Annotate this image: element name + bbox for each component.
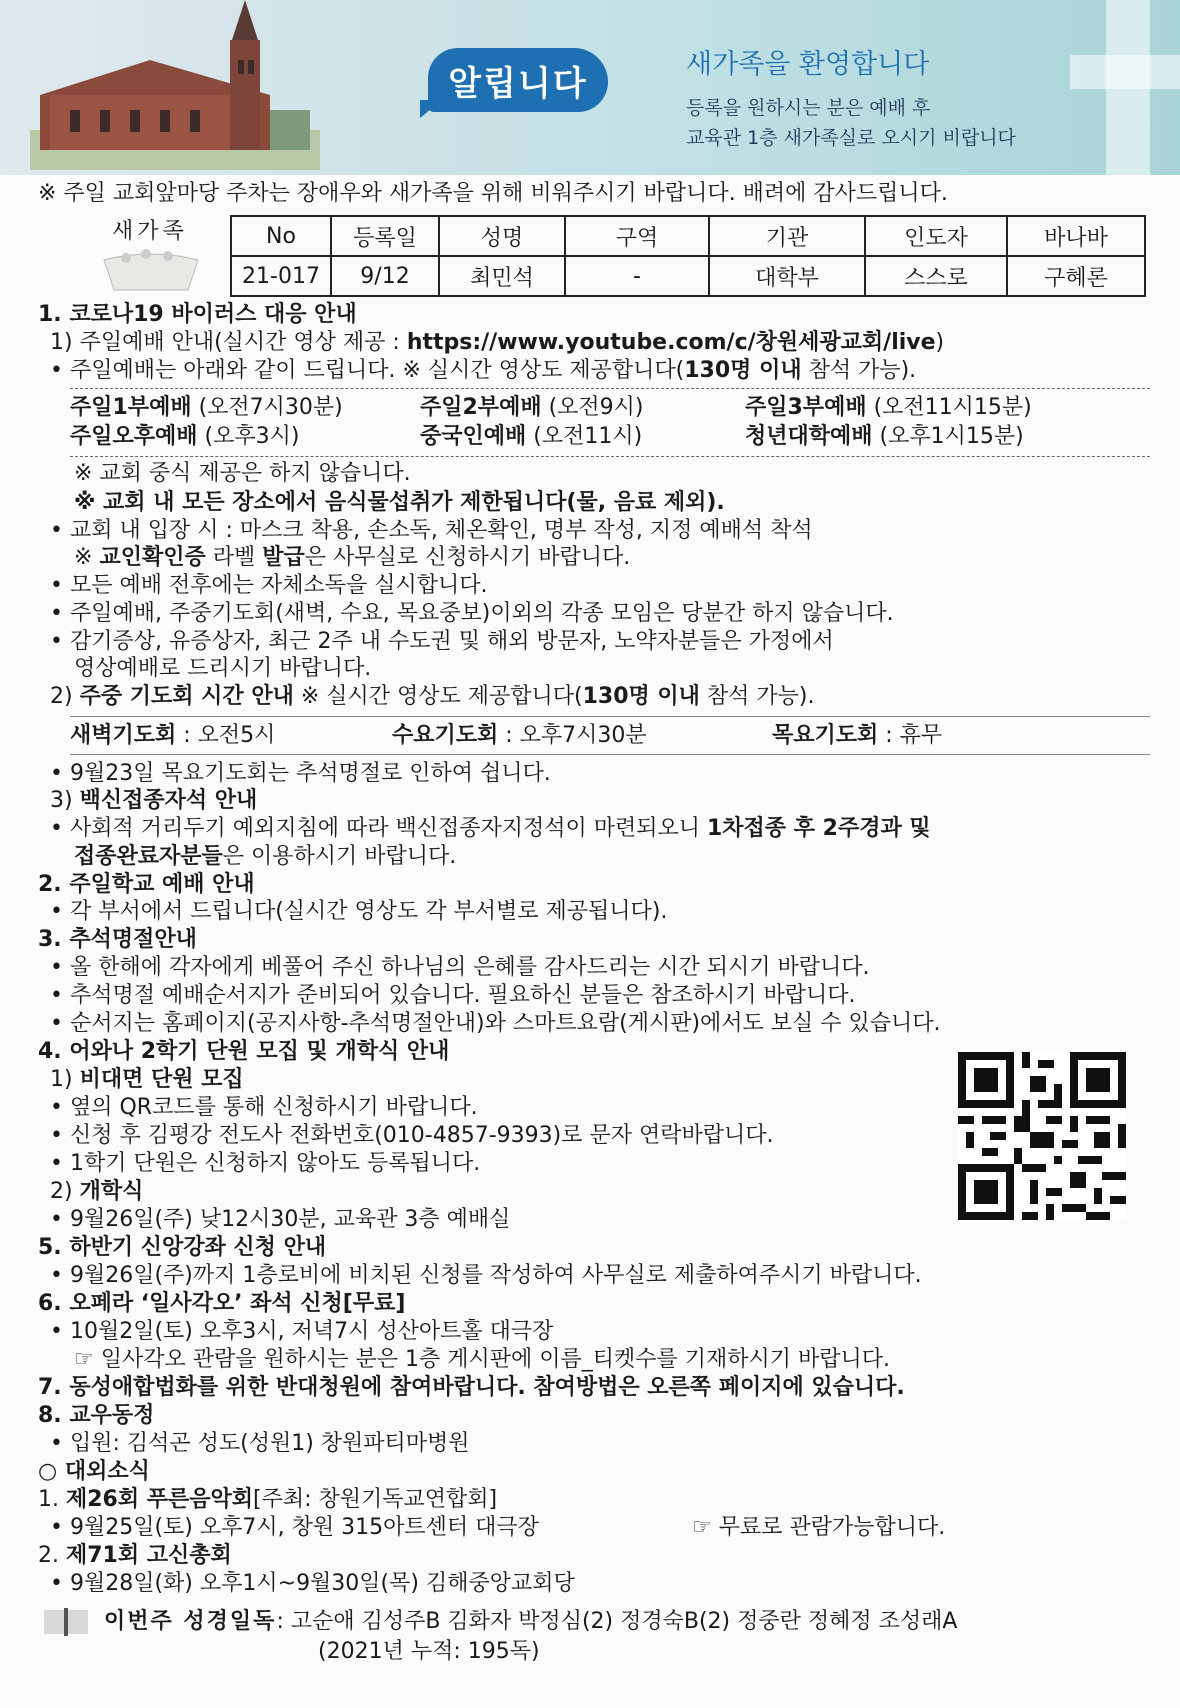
s3-bullet3: • 순서지는 홈페이지(공지사항-추석명절안내)와 스마트요람(게시판)에서도 보실 수 있습니다. — [50, 1011, 941, 1036]
ext-title: ○ 대외소식 — [38, 1459, 150, 1484]
s4-sub1: 1) 비대면 단원 모집 — [50, 1067, 244, 1092]
prayer-2: 수요기도회 : 오후7시30분 — [392, 723, 647, 748]
td-district: - — [565, 256, 709, 296]
bible-label: 이번주 성경일독 — [104, 1609, 277, 1634]
s1-note1: ※ 교회 중식 제공은 하지 않습니다. — [74, 461, 411, 486]
s4-bullet4: • 9월26일(주) 낮12시30분, 교육관 3층 예배실 — [50, 1207, 511, 1232]
prayer-1: 새벽기도회 : 오전5시 — [70, 723, 276, 748]
s1-bullet4: • 주일예배, 주중기도회(새벽, 수요, 목요중보)이외의 각종 모임은 당분간 하지 않습니다. — [50, 601, 894, 626]
s2-bullet1: • 각 부서에서 드립니다(실시간 영상도 각 부서별로 제공됩니다). — [50, 899, 668, 924]
s1-bullet1: • 주일예배는 아래와 같이 드립니다. ※ 실시간 영상도 제공합니다(130명 이내 참석 가능). — [50, 358, 917, 383]
ext-item2: 2. 제71회 고신총회 — [38, 1543, 232, 1568]
th-dept: 기관 — [709, 216, 865, 256]
service-6: 청년대학예배 (오후1시15분) — [745, 424, 1024, 449]
divider — [70, 754, 1150, 755]
s3-bullet1: • 올 한해에 각자에게 베풀어 주신 하나님의 은혜를 감사드리는 시간 되시기 바랍니다. — [50, 955, 870, 980]
s1-bullet5-cont: 영상예배로 드리시기 바랍니다. — [74, 656, 372, 681]
th-guide: 인도자 — [865, 216, 1007, 256]
s1-bullet2: • 교회 내 입장 시 : 마스크 착용, 손소독, 체온확인, 명부 작성, 지정 예배석 착석 — [50, 518, 813, 543]
bible-total: (2021년 누적: 195독) — [318, 1639, 540, 1664]
th-date: 등록일 — [331, 216, 439, 256]
qr-code-icon[interactable] — [958, 1052, 1126, 1220]
td-date: 9/12 — [331, 256, 439, 296]
s1-note3: ※ 교인확인증 라벨 발급은 사무실로 신청하시기 바랍니다. — [74, 545, 631, 570]
s3-bullet2: • 추석명절 예배순서지가 준비되어 있습니다. 필요하신 분들은 참조하시기 바랍니다. — [50, 983, 856, 1008]
new-family-label: 새가족 — [112, 219, 188, 244]
s8-bullet1: • 입원: 김석곤 성도(성원1) 창원파티마병원 — [50, 1431, 470, 1456]
notice-badge: 알립니다 — [428, 48, 608, 112]
service-4: 주일오후예배 (오후3시) — [70, 424, 300, 449]
s6-note: ☞ 일사각오 관람을 원하시는 분은 1층 게시판에 이름_티켓수를 기재하시기 바랍니다. — [74, 1347, 890, 1372]
divider — [70, 456, 1150, 457]
td-guide: 스스로 — [865, 256, 1007, 296]
welcome-title: 새가족을 환영합니다 — [686, 49, 930, 80]
prayer-3: 목요기도회 : 휴무 — [772, 723, 943, 748]
bible-reading — [104, 1608, 957, 1636]
s3-title: 3. 추석명절안내 — [38, 927, 197, 952]
s4-bullet3: • 1학기 단원은 신청하지 않아도 등록됩니다. — [50, 1151, 481, 1176]
bible-names: : 고순애 김성주B 김화자 박정심(2) 정경숙B(2) 정중란 정혜정 조성래A — [276, 1609, 958, 1634]
s1-bullet5: • 감기증상, 유증상자, 최근 2주 내 수도권 및 해외 방문자, 노약자분들은 가정에서 — [50, 629, 834, 654]
s1-sub2: 2) 주중 기도회 시간 안내 ※ 실시간 영상도 제공합니다(130명 이내 참석 가능). — [50, 684, 815, 709]
th-barnabas: 바나바 — [1007, 216, 1145, 256]
s4-bullet1: • 옆의 QR코드를 통해 신청하시기 바랍니다. — [50, 1095, 478, 1120]
ext-item1: 1. 제26회 푸른음악회[주최: 창원기독교연합회] — [38, 1487, 498, 1512]
s1-sub3: 3) 백신접종자석 안내 — [50, 788, 258, 813]
cross-icon-bar — [1070, 55, 1180, 89]
new-family-table — [230, 215, 1146, 297]
ext-item1-note: ☞ 무료로 관람가능합니다. — [692, 1515, 946, 1540]
s4-sub2: 2) 개학식 — [50, 1179, 144, 1204]
s1-bullet7: • 사회적 거리두기 예외지침에 따라 백신접종자지정석이 마련되오니 1차접종 후 2주경과 및 — [50, 816, 931, 841]
table-row — [231, 256, 1145, 296]
td-dept: 대학부 — [709, 256, 865, 296]
td-barnabas: 구혜론 — [1007, 256, 1145, 296]
divider — [70, 716, 1150, 717]
s7-title: 7. 동성애합법화를 위한 반대청원에 참여바랍니다. 참여방법은 오른쪽 페이지에 있습니다. — [38, 1375, 905, 1400]
table-header-row — [231, 216, 1145, 256]
th-no: No — [231, 216, 331, 256]
s1-bullet6: • 9월23일 목요기도회는 추석명절로 인하여 쉽니다. — [50, 761, 551, 786]
ext-item1-detail: • 9월25일(토) 오후7시, 창원 315아트센터 대극장 — [50, 1515, 539, 1540]
td-no: 21-017 — [231, 256, 331, 296]
s1-bullet7-cont: 접종완료자분들은 이용하시기 바랍니다. — [74, 844, 457, 869]
s5-bullet1: • 9월26일(주)까지 1층로비에 비치된 신청를 작성하여 사무실로 제출하여주시기 바랍니다. — [50, 1263, 922, 1288]
basket-icon — [96, 246, 206, 292]
s1-title: 1. 코로나19 바이러스 대응 안내 — [38, 302, 357, 327]
divider — [70, 388, 1150, 389]
s6-title: 6. 오페라 ‘일사각오’ 좌석 신청[무료] — [38, 1291, 406, 1316]
service-3: 주일3부예배 (오전11시15분) — [745, 395, 1032, 420]
s1-note2: ※ 교회 내 모든 장소에서 음식물섭취가 제한됩니다(물, 음료 제외). — [74, 490, 725, 515]
church-illustration — [30, 0, 320, 170]
s4-title: 4. 어와나 2학기 단원 모집 및 개학식 안내 — [38, 1039, 450, 1064]
bubble-tail — [420, 100, 442, 118]
book-icon — [44, 1608, 90, 1636]
service-5: 중국인예배 (오전11시) — [420, 424, 643, 449]
s8-title: 8. 교우동정 — [38, 1403, 155, 1428]
td-name: 최민석 — [439, 256, 565, 296]
service-2: 주일2부예배 (오전9시) — [420, 395, 644, 420]
s1-bullet3: • 모든 예배 전후에는 자체소독을 실시합니다. — [50, 573, 488, 598]
s6-bullet1: • 10월2일(토) 오후3시, 저녁7시 성산아트홀 대극장 — [50, 1319, 554, 1344]
th-name: 성명 — [439, 216, 565, 256]
s5-title: 5. 하반기 신앙강좌 신청 안내 — [38, 1235, 327, 1260]
s4-bullet2: • 신청 후 김평강 전도사 전화번호(010-4857-9393)로 문자 연락바랍니다. — [50, 1123, 774, 1148]
youtube-link[interactable]: https://www.youtube.com/c/창원세광교회/live — [406, 330, 936, 355]
th-district: 구역 — [565, 216, 709, 256]
service-1: 주일1부예배 (오전7시30분) — [70, 395, 343, 420]
s1-sub1: 1) 주일예배 안내(실시간 영상 제공 : https://www.youtube.com/c/창원세광교회/live) — [50, 330, 945, 355]
ext-item2-detail: • 9월28일(화) 오후1시~9월30일(목) 김해중앙교회당 — [50, 1571, 575, 1596]
header-banner — [0, 0, 1180, 175]
s2-title: 2. 주일학교 예배 안내 — [38, 872, 255, 897]
parking-note: ※ 주일 교회앞마당 주차는 장애우와 새가족을 위해 비워주시기 바랍니다. 배려에 감사드립니다. — [38, 181, 948, 206]
welcome-subtitle: 등록을 원하시는 분은 예배 후 교육관 1층 새가족실로 오시기 비랍니다 — [686, 97, 1016, 149]
